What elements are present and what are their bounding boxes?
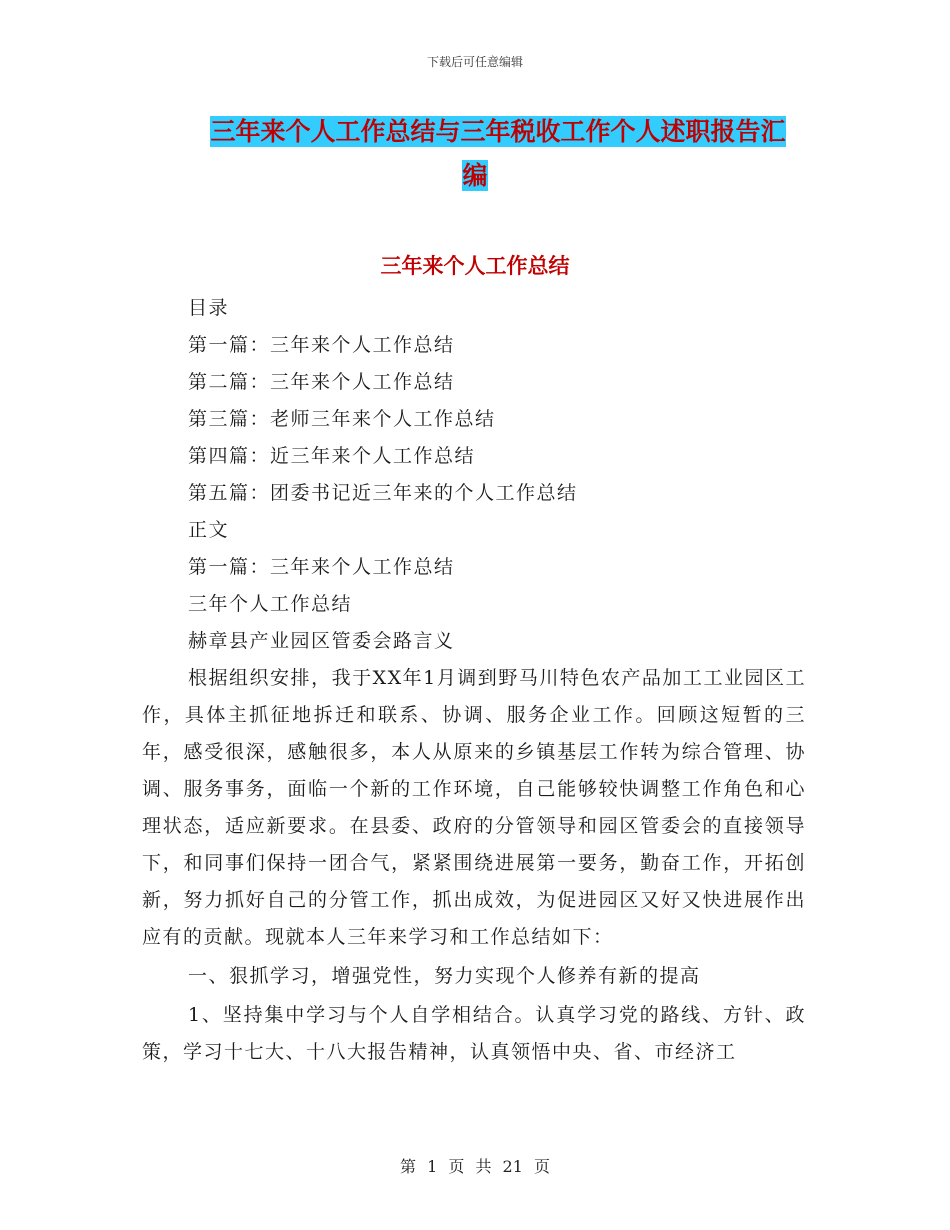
chapter-heading: 第一篇：三年来个人工作总结 [188, 556, 455, 578]
toc-item: 第五篇：团委书记近三年来的个人工作总结 [188, 482, 578, 504]
toc-item: 第四篇：近三年来个人工作总结 [188, 445, 476, 467]
page-footer: 第 1 页 共 21 页 [400, 1157, 550, 1176]
body-paragraph: 1、坚持集中学习与个人自学相结合。认真学习党的路线、方针、政策，学习十七大、十八大报告精神，认真领悟中央、省、市经济工 [142, 1004, 806, 1063]
section-heading: 一、狠抓学习，增强党性，努力实现个人修养有新的提高 [188, 965, 701, 987]
document-title-line2: 编 [462, 161, 488, 190]
chapter-subtitle: 三年个人工作总结 [188, 593, 353, 615]
body-label: 正文 [188, 519, 230, 541]
toc-item: 第一篇：三年来个人工作总结 [188, 334, 455, 356]
document-title [0, 110, 950, 198]
toc-item: 第三篇：老师三年来个人工作总结 [188, 408, 496, 430]
document-body [142, 290, 806, 1071]
section-title: 三年来个人工作总结 [380, 254, 570, 278]
toc-item: 第二篇：三年来个人工作总结 [188, 371, 455, 393]
header-note: 下载后可任意编辑 [426, 55, 523, 69]
toc-label: 目录 [188, 297, 230, 319]
document-title-line1: 三年来个人工作总结与三年税收工作个人述职报告汇 [210, 117, 786, 146]
body-paragraph: 根据组织安排，我于XX年1月调到野马川特色农产品加工工业园区工作，具体主抓征地拆迁和联系、协调、服务企业工作。回顾这短暂的三年，感受很深，感触很多，本人从原来的乡镇基层工作转为综合管理、协调、服务事务，面临一个新的工作环境，自己能够较快调整工作角色和心理状态，适应新要求。在县委、政府的分管领导和园区管委会的直接领导下，和同事们保持一团合气，紧紧围绕进展第一要务，勤奋工作，开拓创新，努力抓好自己的分管工作，抓出成效，为促进园区又好又快进展作出应有的贡献。现就本人三年来学习和工作总结如下： [142, 667, 806, 948]
author-line: 赫章县产业园区管委会路言义 [188, 630, 455, 652]
